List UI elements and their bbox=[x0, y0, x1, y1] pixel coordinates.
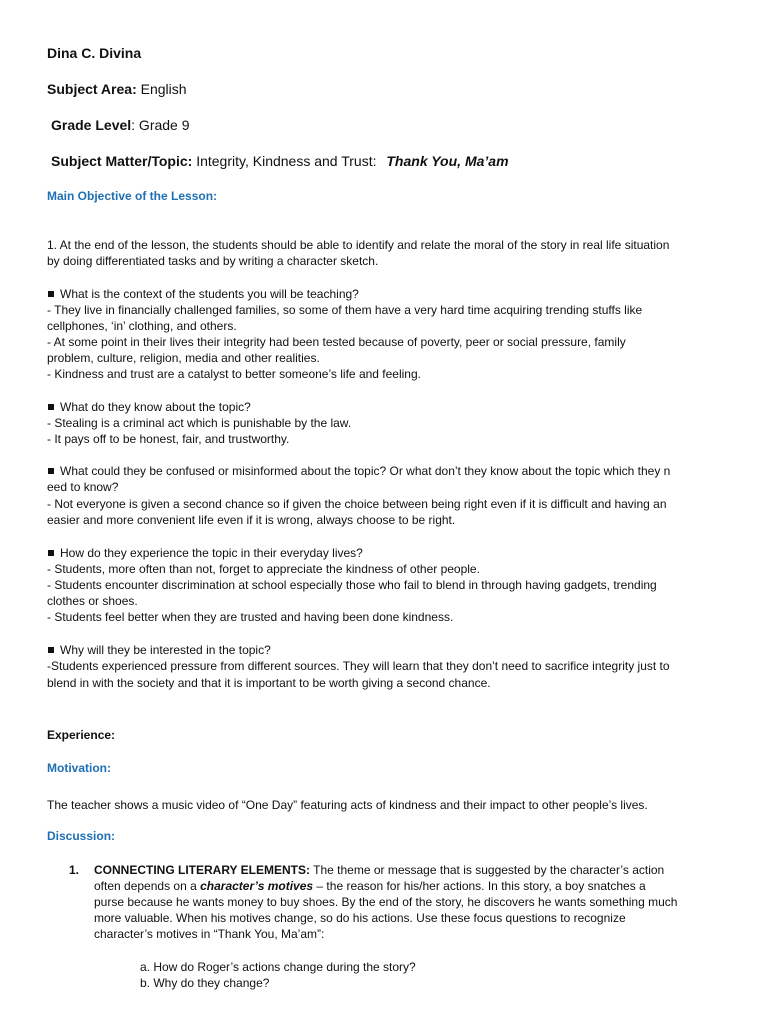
answer-line: cellphones, ‘in’ clothing, and others. bbox=[47, 319, 237, 333]
bullet-icon bbox=[48, 468, 54, 474]
subject-matter bbox=[51, 152, 509, 170]
sub-question: a. How do Roger’s actions change during the story? bbox=[140, 960, 416, 974]
discussion-item-line: character’s motives in “Thank You, Ma’am”: bbox=[94, 927, 325, 941]
answer-line: - It pays off to be honest, fair, and trustworthy. bbox=[47, 432, 290, 446]
grade-level-value: : Grade 9 bbox=[131, 117, 190, 133]
answer-line: - Students, more often than not, forget to appreciate the kindness of other people. bbox=[47, 562, 480, 576]
subject-matter-value: Integrity, Kindness and Trust: bbox=[196, 153, 377, 169]
emphasis-motives: character’s motives bbox=[200, 879, 314, 893]
motivation-text: The teacher shows a music video of “One Day” featuring acts of kindness and their impact to other people’s lives. bbox=[47, 798, 648, 812]
answer-line: - Stealing is a criminal act which is punishable by the law. bbox=[47, 416, 352, 430]
subject-area-label: Subject Area: bbox=[47, 81, 137, 97]
objective-line: by doing differentiated tasks and by writing a character sketch. bbox=[47, 254, 379, 268]
discussion-item-line: purse because he wants money to buy shoes. By the end of the story, he discovers he wants something much bbox=[94, 895, 678, 909]
question-confused: What could they be confused or misinformed about the topic? Or what don’t they know about the topic which they n bbox=[47, 463, 670, 479]
answer-line: problem, culture, religion, media and other realities. bbox=[47, 351, 320, 365]
answer-line: - Kindness and trust are a catalyst to better someone’s life and feeling. bbox=[47, 367, 421, 381]
question-interest: Why will they be interested in the topic? bbox=[47, 642, 271, 658]
subject-area bbox=[47, 80, 187, 98]
story-title: Thank You, Ma’am bbox=[386, 153, 509, 169]
question-know: What do they know about the topic? bbox=[47, 399, 251, 415]
bullet-icon bbox=[48, 404, 54, 410]
discussion-item-title: CONNECTING LITERARY ELEMENTS: bbox=[94, 863, 311, 877]
bullet-icon bbox=[48, 550, 54, 556]
answer-line: - At some point in their lives their integrity had been tested because of poverty, peer or social pressure, family bbox=[47, 335, 626, 349]
subject-matter-label: Subject Matter/Topic: bbox=[51, 153, 193, 169]
bullet-icon bbox=[48, 291, 54, 297]
answer-line: blend in with the society and that it is important to be worth giving a second chance. bbox=[47, 676, 491, 690]
answer-line: - Students feel better when they are trusted and having been done kindness. bbox=[47, 610, 454, 624]
objective-heading: Main Objective of the Lesson: bbox=[47, 189, 218, 203]
question-context: What is the context of the students you will be teaching? bbox=[47, 286, 359, 302]
bullet-icon bbox=[48, 647, 54, 653]
discussion-heading: Discussion: bbox=[47, 829, 116, 843]
answer-line: eed to know? bbox=[47, 480, 119, 494]
answer-line: - They live in financially challenged families, so some of them have a very hard time acquiring trending stuffs like bbox=[47, 303, 643, 317]
discussion-item-line: often depends on a character’s motives – the reason for his/her actions. In this story, a boy snatches a bbox=[94, 879, 646, 893]
answer-line: easier and more convenient life even if it is wrong, always choose to be right. bbox=[47, 513, 456, 527]
grade-level-label: Grade Level bbox=[51, 117, 132, 133]
author-name: Dina C. Divina bbox=[47, 45, 142, 61]
answer-line: - Students encounter discrimination at school especially those who fail to blend in through having gadgets, trending bbox=[47, 578, 657, 592]
discussion-item-line: CONNECTING LITERARY ELEMENTS: The theme or message that is suggested by the character’s action bbox=[94, 863, 665, 877]
subject-area-value: English bbox=[140, 81, 187, 97]
discussion-item-line: more valuable. When his motives change, so do his actions. Use these focus questions to recognize bbox=[94, 911, 626, 925]
list-number: 1. bbox=[69, 863, 80, 877]
objective-line: 1. At the end of the lesson, the students should be able to identify and relate the moral of the story in real life situation bbox=[47, 238, 670, 252]
answer-line: -Students experienced pressure from different sources. They will learn that they don’t need to sacrifice integrity just to bbox=[47, 659, 670, 673]
answer-line: clothes or shoes. bbox=[47, 594, 138, 608]
sub-question: b. Why do they change? bbox=[140, 976, 270, 990]
answer-line: - Not everyone is given a second chance so if given the choice between being right even if it is difficult and having an bbox=[47, 497, 667, 511]
experience-heading: Experience: bbox=[47, 728, 116, 742]
grade-level bbox=[51, 116, 190, 134]
question-experience: How do they experience the topic in their everyday lives? bbox=[47, 545, 363, 561]
motivation-heading: Motivation: bbox=[47, 761, 111, 775]
